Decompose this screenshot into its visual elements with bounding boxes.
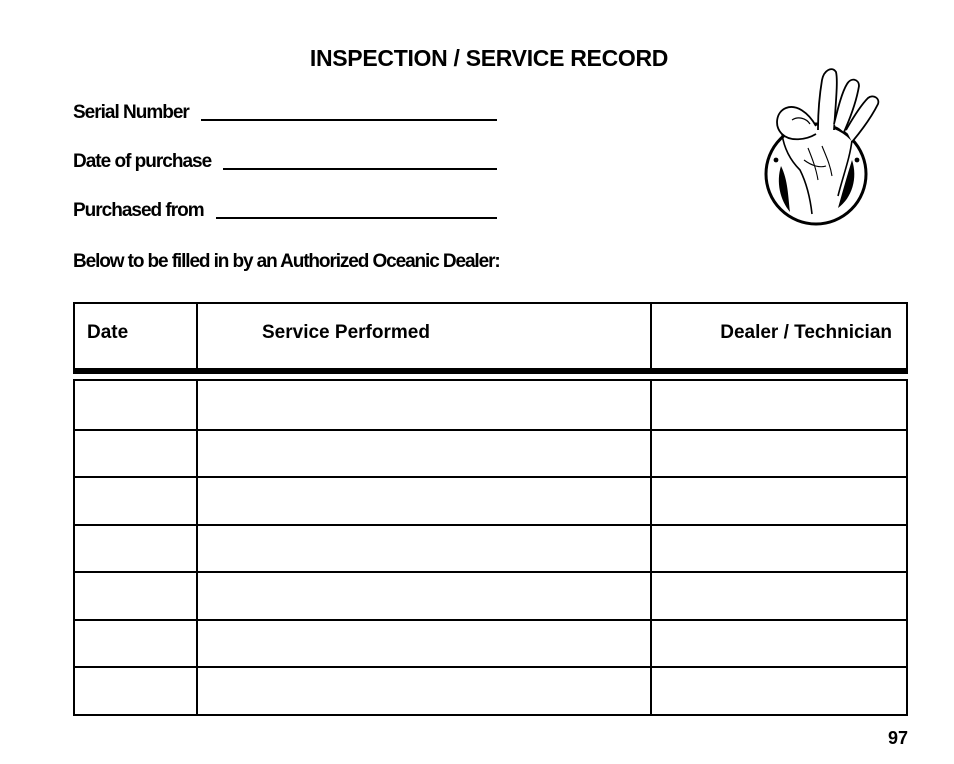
date-cell <box>75 478 198 524</box>
service-cell <box>198 573 652 619</box>
page-title: INSPECTION / SERVICE RECORD <box>309 45 669 71</box>
ok-hand-icon <box>755 60 890 230</box>
dealer-cell <box>652 381 906 429</box>
table-row <box>75 571 906 619</box>
table-row <box>75 666 906 714</box>
dealer-cell <box>652 526 906 572</box>
date-of-purchase-field <box>73 150 497 173</box>
purchased-from-label: Purchased from <box>73 200 204 221</box>
service-cell <box>198 621 652 667</box>
date-cell <box>75 431 198 477</box>
header-date: Date <box>75 304 198 368</box>
dealer-cell <box>652 478 906 524</box>
purchased-from-field <box>73 199 497 222</box>
service-cell <box>198 478 652 524</box>
table-row <box>75 619 906 667</box>
date-cell <box>75 621 198 667</box>
table-row <box>75 429 906 477</box>
date-cell <box>75 668 198 714</box>
header-dealer-technician: Dealer / Technician <box>720 322 892 343</box>
serial-number-blank <box>201 101 497 121</box>
table-row <box>75 381 906 429</box>
service-table-header <box>73 302 908 374</box>
serial-number-field <box>73 101 497 124</box>
table-row <box>75 524 906 572</box>
dealer-note: Below to be filled in by an Authorized Oceanic Dealer: <box>73 251 500 272</box>
service-cell <box>198 668 652 714</box>
service-cell <box>198 526 652 572</box>
date-of-purchase-blank <box>223 150 497 170</box>
date-cell <box>75 526 198 572</box>
date-of-purchase-label: Date of purchase <box>73 151 212 172</box>
header-service-performed: Service Performed <box>198 304 652 368</box>
table-row <box>75 476 906 524</box>
dealer-cell <box>652 668 906 714</box>
service-cell <box>198 431 652 477</box>
dealer-cell <box>652 621 906 667</box>
purchased-from-blank <box>216 199 497 219</box>
dealer-cell <box>652 431 906 477</box>
date-cell <box>75 573 198 619</box>
page-number: 97 <box>887 728 908 748</box>
service-cell <box>198 381 652 429</box>
service-table-body <box>73 379 908 716</box>
serial-number-label: Serial Number <box>73 102 189 123</box>
date-cell <box>75 381 198 429</box>
dealer-cell <box>652 573 906 619</box>
